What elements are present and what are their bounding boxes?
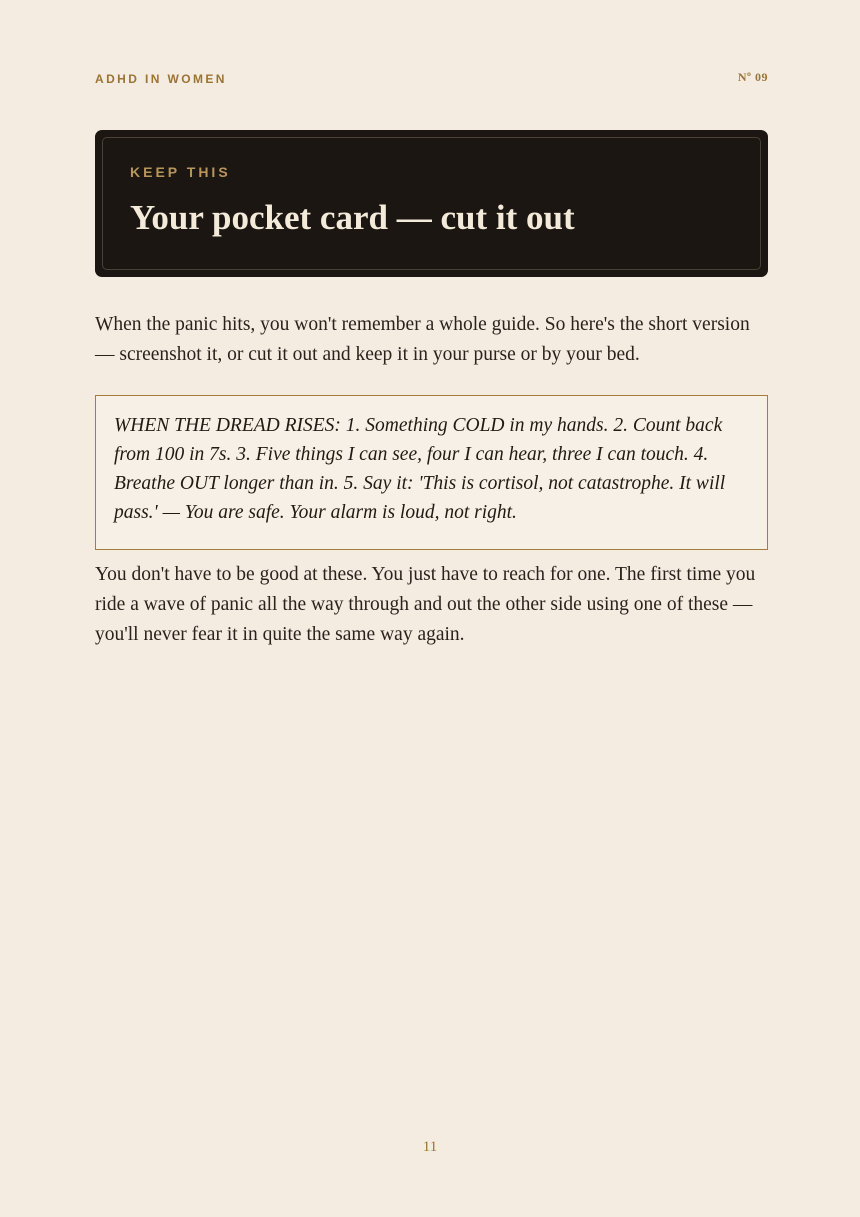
pocket-card: [95, 395, 768, 550]
banner-eyebrow: KEEP THIS: [130, 164, 231, 180]
intro-paragraph: When the panic hits, you won't remember a whole guide. So here's the short version — screenshot it, or cut it out and keep it in your purse or by your bed.: [95, 314, 750, 365]
page-title: Your pocket card — cut it out: [130, 198, 575, 237]
issue-number: Nº 09: [737, 70, 768, 84]
section-label: ADHD IN WOMEN: [95, 72, 227, 86]
pocket-card-text: WHEN THE DREAD RISES: 1. Something COLD in my hands. 2. Count back from 100 in 7s. 3. Five things I can see, four I can hear, three I can touch. 4. Breathe OUT longer than in. 5. Say it: 'This is cortisol, not catastrophe. It will pass.' — You are safe. Your alarm is loud, not right.: [114, 415, 726, 523]
outro-paragraph: You don't have to be good at these. You just have to reach for one. The first time you ride a wave of panic all the way through and out the other side using one of these — you'll never fear it in quite the same way again.: [95, 564, 756, 645]
page-number: 11: [422, 1139, 438, 1155]
